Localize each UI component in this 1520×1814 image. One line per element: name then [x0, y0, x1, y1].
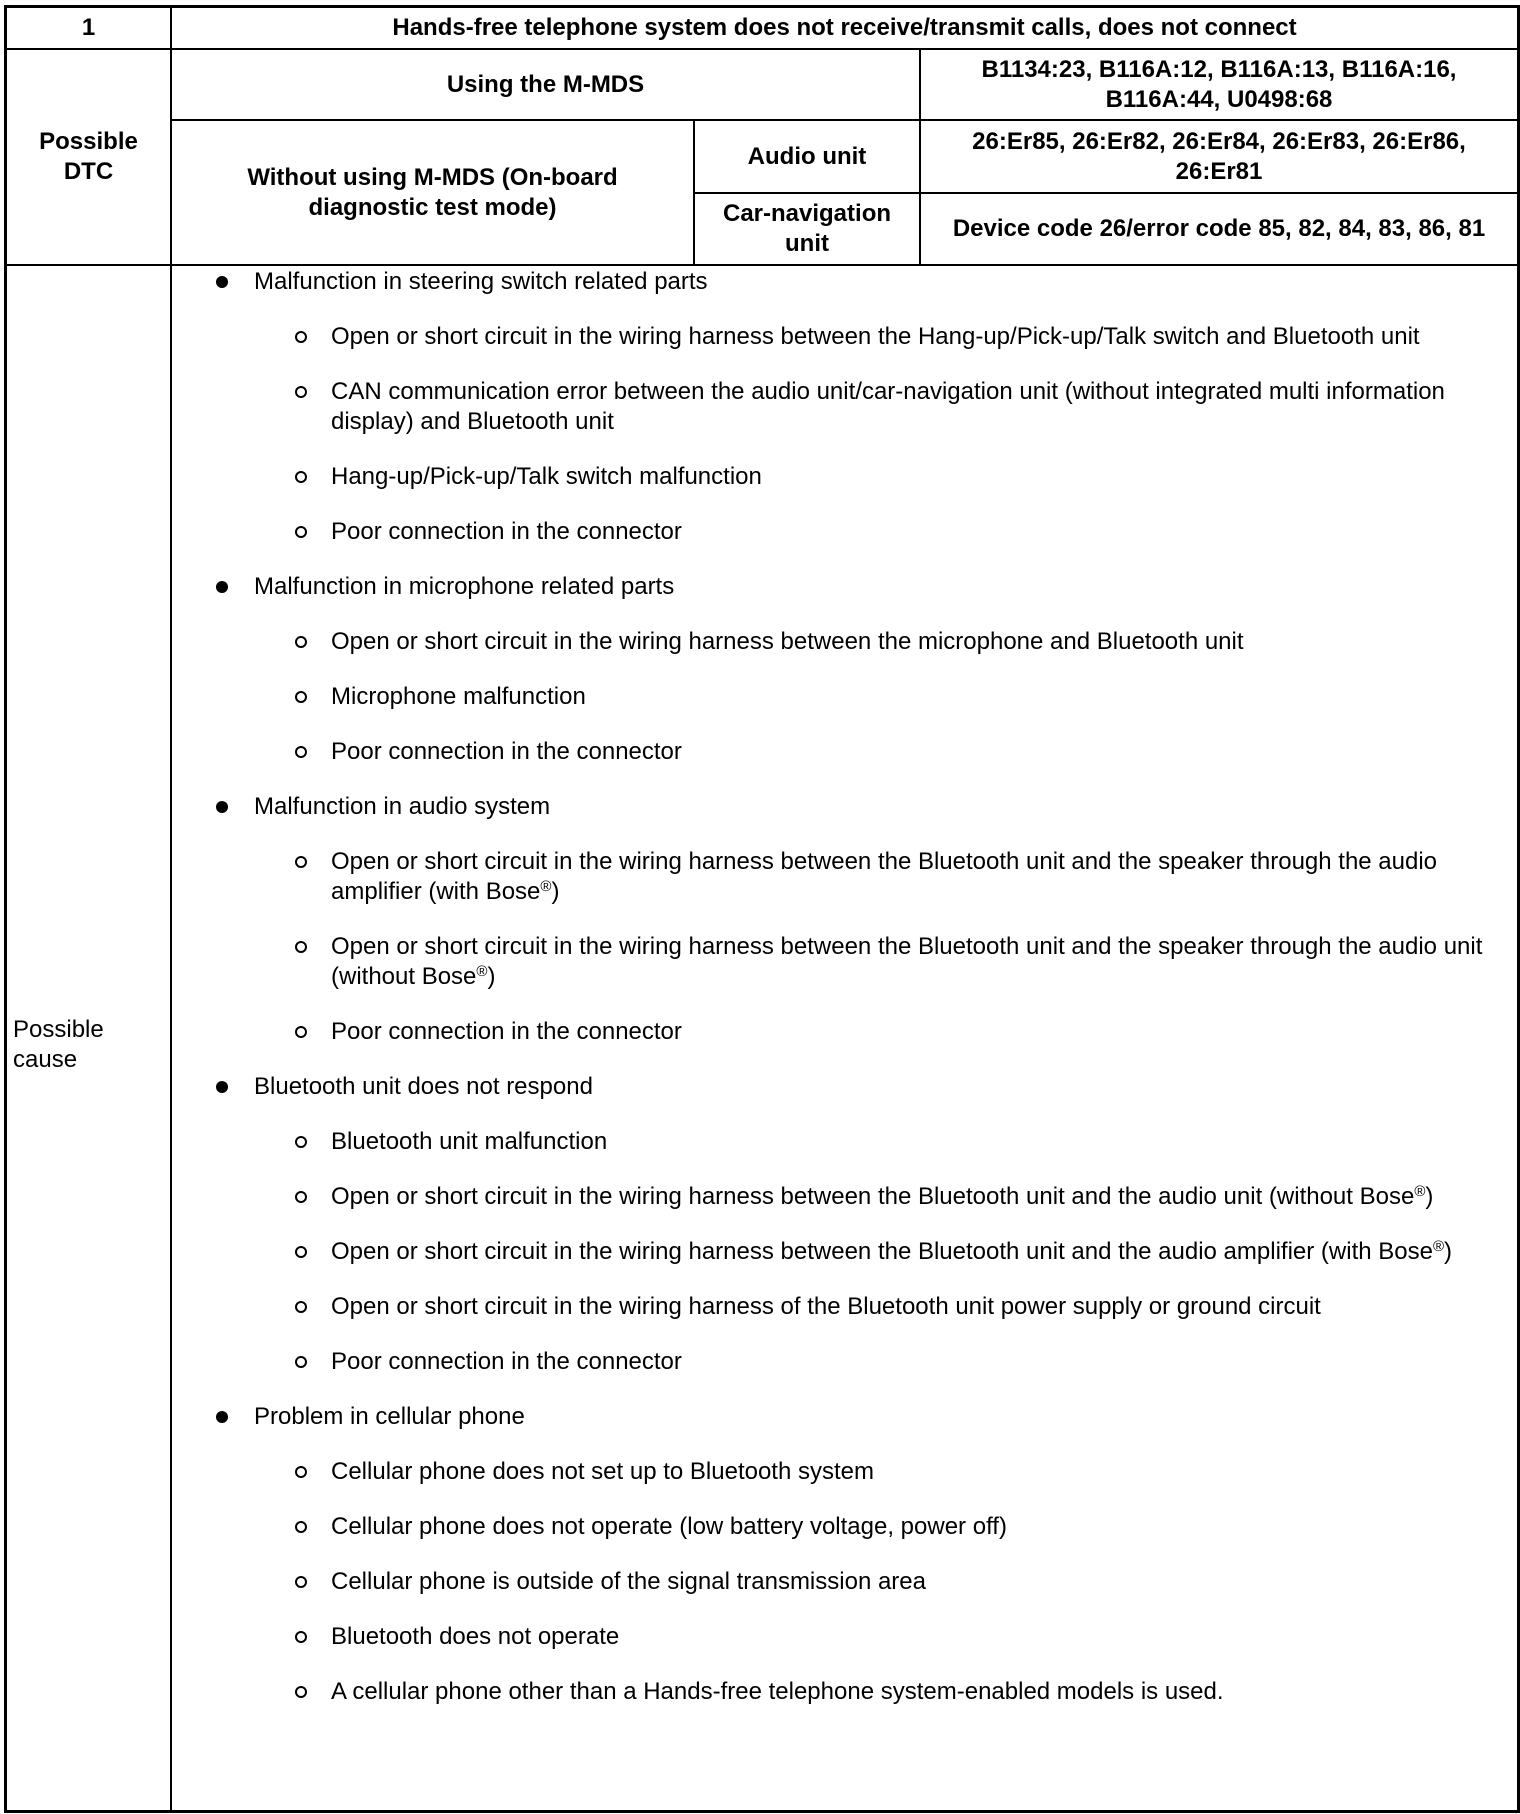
cause-item-text: Bluetooth unit malfunction: [331, 1128, 608, 1155]
cause-item: [174, 1292, 1494, 1322]
cause-item-text: Cellular phone does not operate (low battery voltage, power off): [331, 1513, 1007, 1540]
bullet-ring-icon: [295, 1136, 307, 1148]
cause-group-heading: [174, 572, 1494, 602]
row-divider-dtc: [4, 264, 1519, 266]
audio-unit-codes: 26:Er85, 26:Er82, 26:Er84, 26:Er83, 26:Er86, 26:Er81: [972, 127, 1466, 185]
cause-item-text: Open or short circuit in the wiring harness of the Bluetooth unit power supply or ground circuit: [331, 1293, 1321, 1320]
bullet-dot-icon: [216, 1081, 228, 1093]
possible-cause-label: Possible cause: [13, 1016, 104, 1073]
onboard-mode-label: Without using M-MDS (On-board diagnostic test mode): [247, 163, 618, 221]
cause-item: [174, 1457, 1494, 1487]
cause-item-text: Hang-up/Pick-up/Talk switch malfunction: [331, 463, 762, 490]
cause-item-text: CAN communication error between the audio unit/car-navigation unit (without integrated multi information display) and Bluetooth unit: [331, 378, 1445, 435]
car-navigation-label: Car-navigation unit: [722, 200, 892, 257]
possible-dtc-label: Possible DTC: [39, 128, 138, 185]
cause-item: [174, 1677, 1494, 1707]
cause-item: [174, 1182, 1494, 1212]
bullet-ring-icon: [295, 471, 307, 483]
cause-group-title: Problem in cellular phone: [254, 1403, 525, 1430]
bullet-ring-icon: [295, 1026, 307, 1038]
cause-item: [174, 1127, 1494, 1157]
bullet-ring-icon: [295, 1356, 307, 1368]
bullet-ring-icon: [295, 941, 307, 953]
cause-item-text: Poor connection in the connector: [331, 1348, 682, 1375]
cause-item: [174, 682, 1494, 712]
bullet-ring-icon: [295, 636, 307, 648]
cause-item: [174, 517, 1494, 547]
row-number: 1: [81, 14, 96, 41]
cause-group-heading: [174, 792, 1494, 822]
cause-item: [174, 737, 1494, 767]
bullet-ring-icon: [295, 526, 307, 538]
bullet-ring-icon: [295, 1686, 307, 1698]
cause-item-text: Poor connection in the connector: [331, 738, 682, 765]
cause-group-title: Malfunction in microphone related parts: [254, 573, 675, 600]
cause-item: [174, 1567, 1494, 1597]
cause-item-text: Bluetooth does not operate: [331, 1623, 620, 1650]
symptom-title: Hands-free telephone system does not receive/transmit calls, does not connect: [392, 14, 1297, 41]
bullet-ring-icon: [295, 1521, 307, 1533]
cause-item: [174, 1512, 1494, 1542]
bullet-ring-icon: [295, 691, 307, 703]
table-border-left: [4, 5, 7, 1813]
cause-item: [174, 377, 1494, 437]
cause-item-text: Poor connection in the connector: [331, 1018, 682, 1045]
bullet-ring-icon: [295, 746, 307, 758]
cause-item: [174, 1347, 1494, 1377]
car-navigation-codes: Device code 26/error code 85, 82, 84, 83, 86, 81: [952, 215, 1486, 242]
cause-item: [174, 1237, 1494, 1267]
cause-item: [174, 1017, 1494, 1047]
cause-item: [174, 1622, 1494, 1652]
cause-item: [174, 932, 1494, 992]
bullet-ring-icon: [295, 1246, 307, 1258]
cause-group-heading: [174, 1402, 1494, 1432]
cause-item-text: Open or short circuit in the wiring harness between the Hang-up/Pick-up/Talk switch and Bluetooth unit: [331, 323, 1420, 350]
col-divider-label: [170, 5, 172, 1813]
cause-item: [174, 627, 1494, 657]
cause-item-text: Cellular phone does not set up to Bluetooth system: [331, 1458, 874, 1485]
cause-item: [174, 847, 1494, 907]
cause-group-title: Malfunction in steering switch related parts: [254, 268, 708, 295]
cause-item-text: Cellular phone is outside of the signal transmission area: [331, 1568, 926, 1595]
cause-item: [174, 462, 1494, 492]
mmds-dtc-codes: B1134:23, B116A:12, B116A:13, B116A:16, B116A:44, U0498:68: [981, 55, 1457, 113]
cause-group-heading: [174, 1072, 1494, 1102]
cause-group-heading: [174, 267, 1494, 297]
cause-item-text: Microphone malfunction: [331, 683, 586, 710]
troubleshooting-table: [4, 5, 1520, 1813]
bullet-ring-icon: [295, 1191, 307, 1203]
cause-group-title: Bluetooth unit does not respond: [254, 1073, 593, 1100]
possible-cause-list: [174, 267, 1494, 1732]
cause-item-text: Open or short circuit in the wiring harness between the Bluetooth unit and the speaker through the audio unit (without Bose®): [331, 933, 1483, 990]
bullet-ring-icon: [295, 331, 307, 343]
bullet-ring-icon: [295, 1301, 307, 1313]
bullet-dot-icon: [216, 581, 228, 593]
bullet-dot-icon: [216, 1411, 228, 1423]
cause-item-text: Open or short circuit in the wiring harness between the Bluetooth unit and the audio unit (without Bose®): [331, 1183, 1434, 1210]
cause-group-title: Malfunction in audio system: [254, 793, 551, 820]
cause-item: [174, 322, 1494, 352]
table-border-bottom: [4, 1810, 1519, 1813]
bullet-ring-icon: [295, 1576, 307, 1588]
bullet-ring-icon: [295, 1631, 307, 1643]
bullet-ring-icon: [295, 1466, 307, 1478]
mmds-label: Using the M-MDS: [446, 70, 645, 98]
bullet-dot-icon: [216, 276, 228, 288]
bullet-ring-icon: [295, 856, 307, 868]
audio-unit-label: Audio unit: [747, 142, 867, 170]
cause-item-text: Poor connection in the connector: [331, 518, 682, 545]
cause-item-text: Open or short circuit in the wiring harness between the Bluetooth unit and the speaker through the audio amplifier (with Bose®): [331, 848, 1438, 905]
bullet-dot-icon: [216, 801, 228, 813]
cause-item-text: Open or short circuit in the wiring harness between the microphone and Bluetooth unit: [331, 628, 1244, 655]
cause-item-text: A cellular phone other than a Hands-free telephone system-enabled models is used.: [331, 1678, 1224, 1705]
cause-item-text: Open or short circuit in the wiring harness between the Bluetooth unit and the audio amplifier (with Bose®): [331, 1238, 1453, 1265]
bullet-ring-icon: [295, 386, 307, 398]
